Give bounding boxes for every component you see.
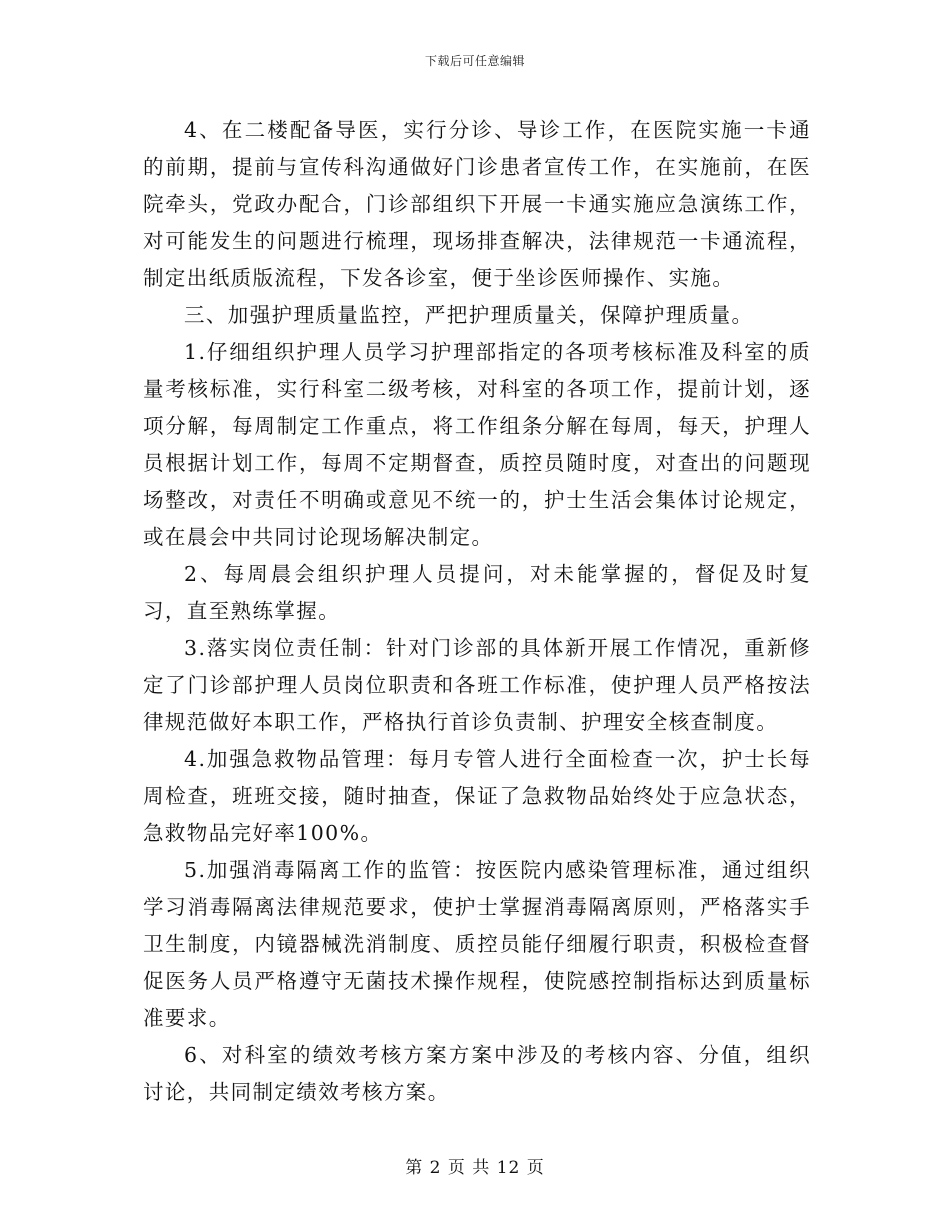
paragraph-6-performance: 6、对科室的绩效考核方案方案中涉及的考核内容、分值，组织讨论，共同制定绩效考核方案。: [143, 1043, 811, 1104]
paragraph-4-guide: 4、在二楼配备导医，实行分诊、导诊工作，在医院实施一卡通的前期，提前与宣传科沟通做好门诊患者宣传工作，在实施前，在医院牵头，党政办配合，门诊部组织下开展一卡通实施应急演练工作，对可能发生的问题进行梳理，现场排查解决，法律规范一卡通流程，制定出纸质版流程，下发各诊室，便于坐诊医师操作、实施。: [143, 118, 811, 290]
document-body: [143, 112, 811, 1111]
paragraph-3-responsibility: 3.落实岗位责任制：针对门诊部的具体新开展工作情况，重新修定了门诊部护理人员岗位职责和各班工作标准，使护理人员严格按法律规范做好本职工作，严格执行首诊负责制、护理安全核查制度。: [143, 636, 811, 734]
paragraph-2-morning-meeting: 2、每周晨会组织护理人员提问，对未能掌握的，督促及时复习，直至熟练掌握。: [143, 562, 811, 623]
paragraph-4-emergency-supplies: 4.加强急救物品管理：每月专管人进行全面检查一次，护士长每周检查，班班交接，随时抽查，保证了急救物品始终处于应急状态，急救物品完好率100%。: [143, 747, 811, 845]
paragraph-5-disinfection: 5.加强消毒隔离工作的监管：按医院内感染管理标准，通过组织学习消毒隔离法律规范要求，使护士掌握消毒隔离原则，严格落实手卫生制度，内镜器械洗消制度、质控员能仔细履行职责，积极检查督促医务人员严格遵守无菌技术操作规程，使院感控制指标达到质量标准要求。: [143, 858, 811, 1030]
section-heading-3: 三、加强护理质量监控，严把护理质量关，保障护理质量。: [184, 303, 754, 327]
paragraph-1-assessment: 1.仔细组织护理人员学习护理部指定的各项考核标准及科室的质量考核标准，实行科室二级考核，对科室的各项工作，提前计划，逐项分解，每周制定工作重点，将工作组条分解在每周，每天，护理人员根据计划工作，每周不定期督查，质控员随时度，对查出的问题现场整改，对责任不明确或意见不统一的，护士生活会集体讨论规定，或在晨会中共同讨论现场解决制定。: [143, 340, 811, 549]
page-number-footer: 第 2 页 共 12 页: [405, 1158, 545, 1178]
page-header: 下载后可任意编辑: [424, 54, 525, 68]
